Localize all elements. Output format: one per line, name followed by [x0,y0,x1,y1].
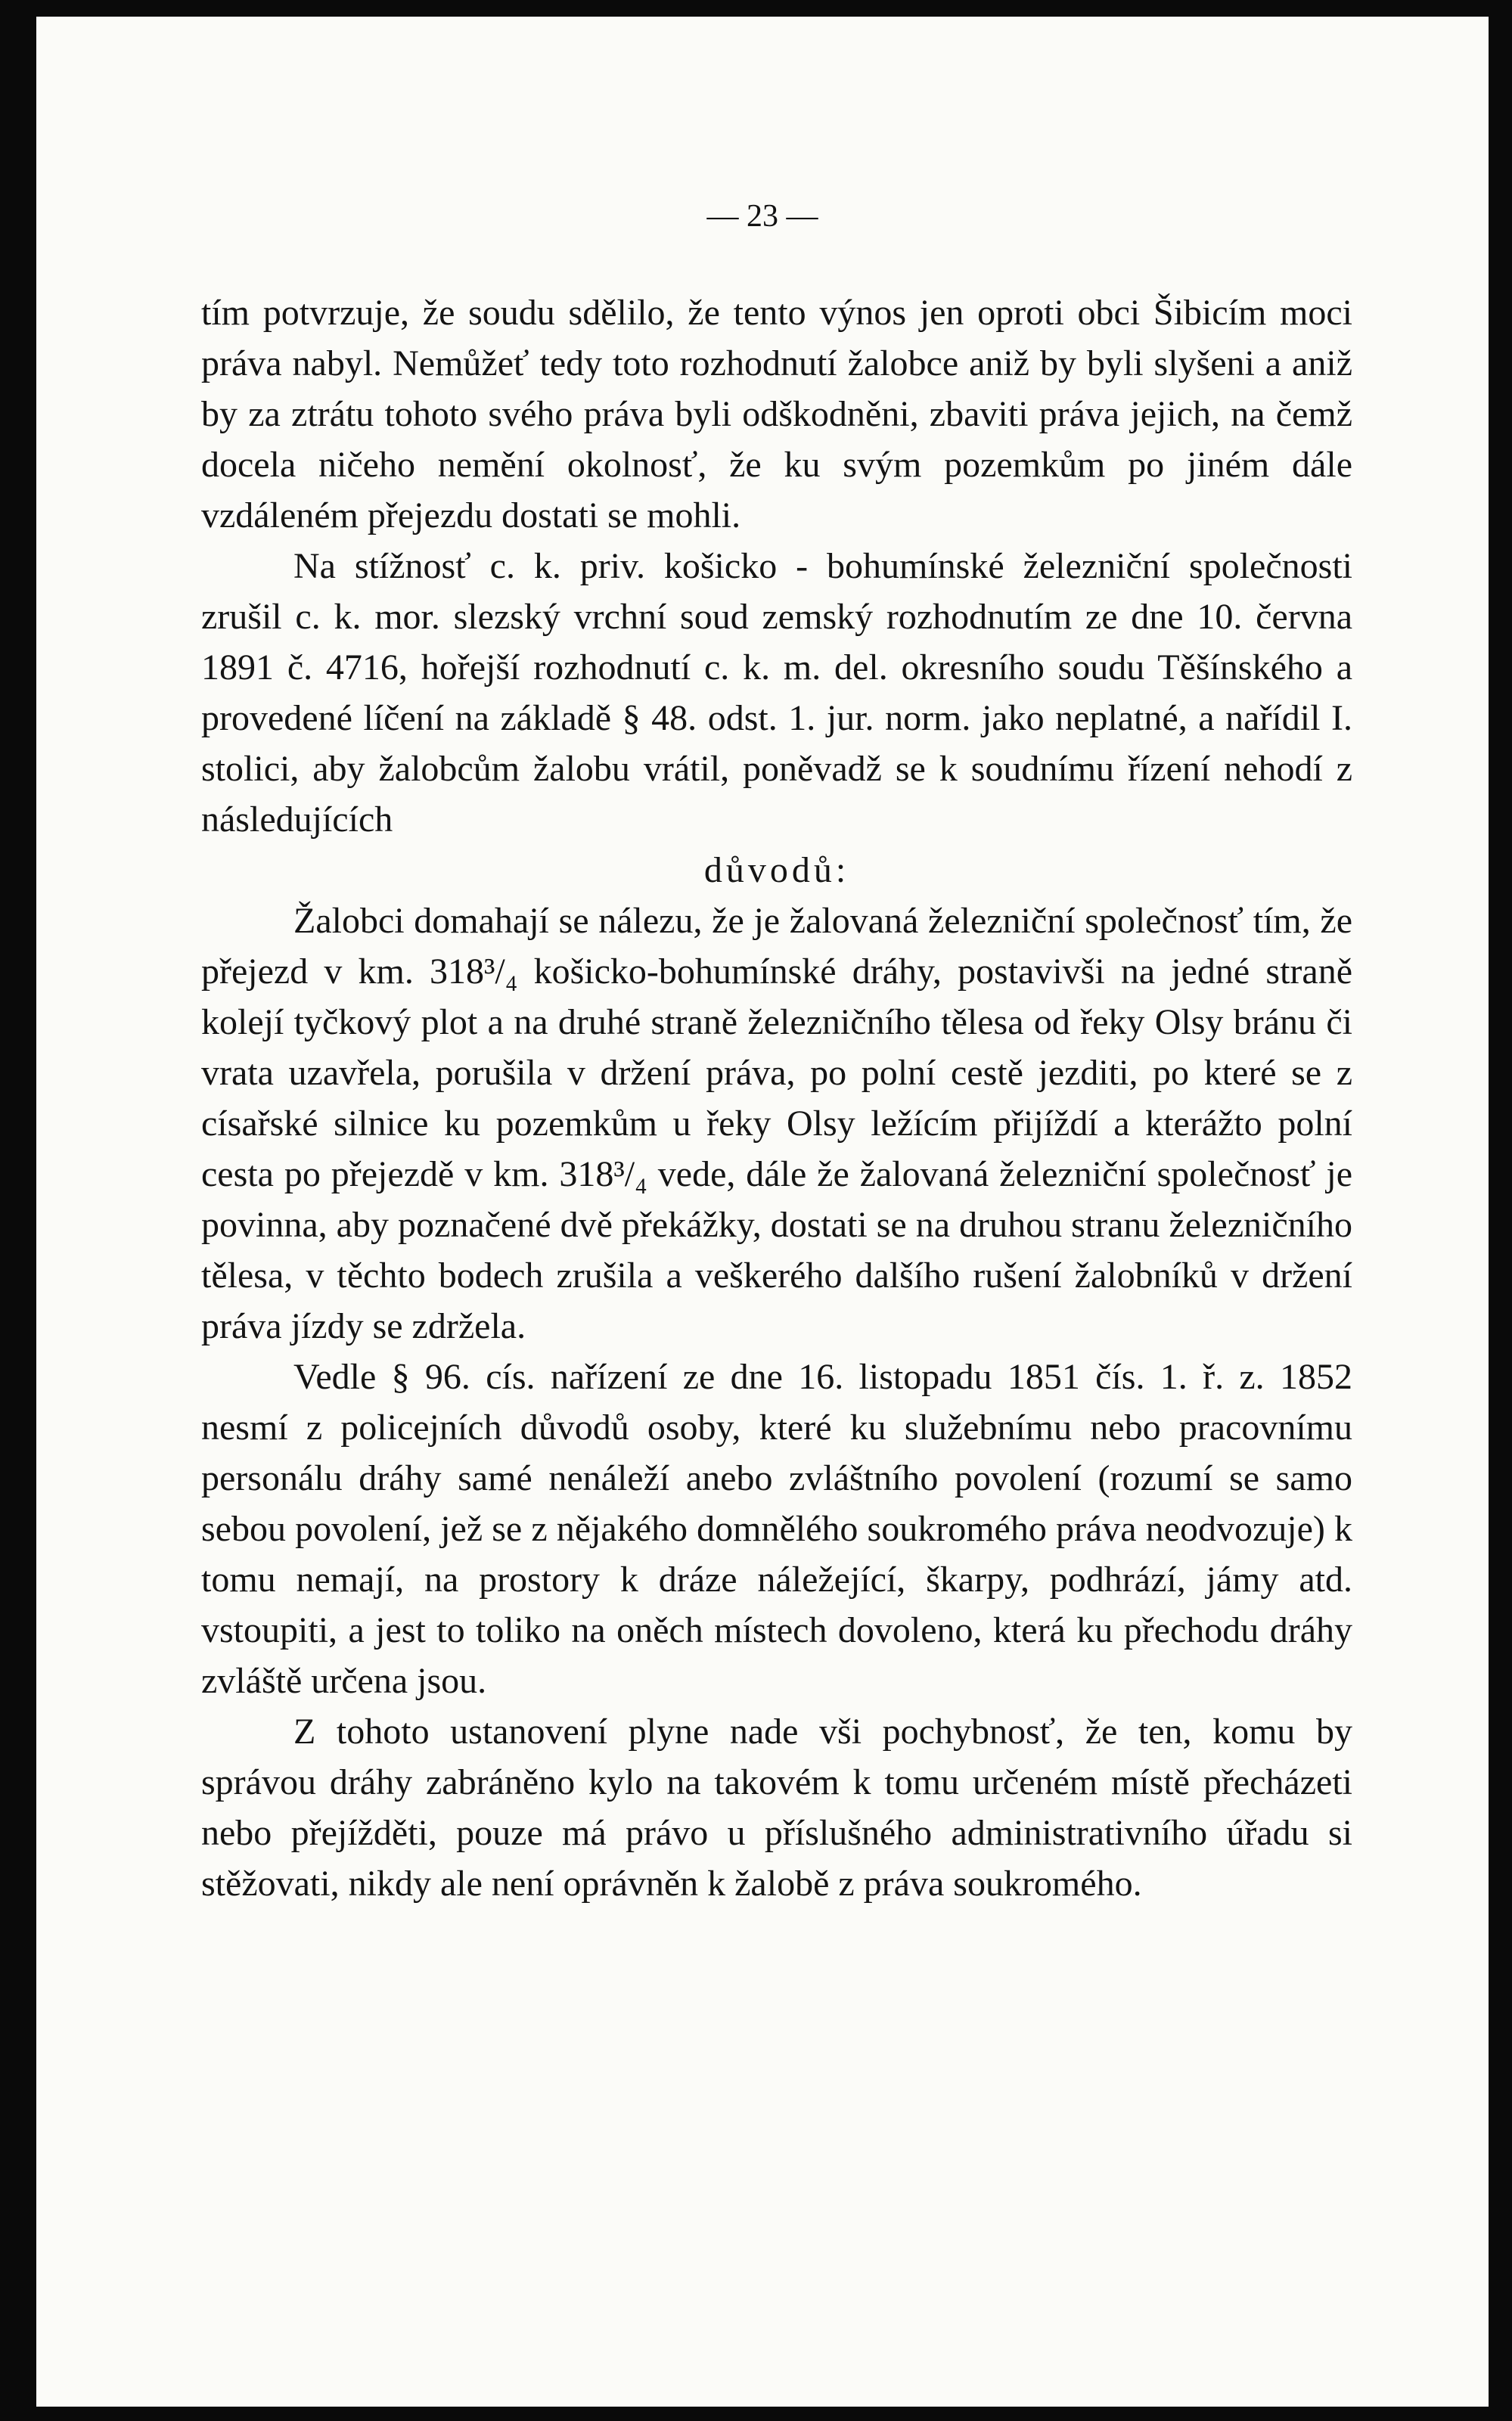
page-number: — 23 — [706,199,818,234]
paragraph-1: tím potvrzuje, že soudu sdělilo, že tento výnos jen oproti obci Šibicím moci práva nabyl. Nemůžeť tedy toto rozhodnutí žalobce aniž by byli slyšeni a aniž by za ztrátu tohoto svého práva byli odškodněni, zbaviti práva jejich, na čemž docela ničeho nemění okolnosť, že ku svým pozemkům po jiném dále vzdáleném přejezdu dostati se mohli. [201,293,1352,535]
section-heading: důvodů: [703,850,850,890]
paragraph-3: Žalobci domahají se nálezu, že je žalovaná železniční společnosť tím, že přejezd v km. 318³/₄ košicko-bohumínské dráhy, postavivši na jedné straně kolejí tyčkový plot a na druhé straně železničního tělesa od řeky Olsy bránu či vrata uzavřela, porušila v držení práva, po polní cestě jezditi, po které se z císařské silnice ku pozemkům u řeky Olsy ležícím přijíždí a kterážto polní cesta po přejezdě v km. 318³/₄ vede, dále že žalovaná železniční společnosť je povinna, aby poznačené dvě překážky, dostati se na druhou stranu železničního tělesa, v těchto bodech zrušila a veškerého dalšího rušení žalobníků v držení práva jízdy se zdržela. [201,901,1352,1346]
paragraph-2: Na stížnosť c. k. priv. košicko - bohumínské železniční společnosti zrušil c. k. mor. slezský vrchní soud zemský rozhodnutím ze dne 10. června 1891 č. 4716, hořejší rozhodnutí c. k. m. del. okresního soudu Těšínského a provedené líčení na základě § 48. odst. 1. jur. norm. jako neplatné, a nařídil I. stolici, aby žalobcům žalobu vrátil, poněvadž se k soudnímu řízení nehodí z následujících [201,546,1352,840]
paragraph-4: Vedle § 96. cís. nařízení ze dne 16. listopadu 1851 čís. 1. ř. z. 1852 nesmí z policejních důvodů osoby, které ku služebnímu nebo pracovnímu personálu dráhy samé nenáleží anebo zvláštního povolení (rozumí se samo sebou povolení, jež se z nějakého domnělého soukromého práva neodvozuje) k tomu nemají, na prostory k dráze náležející, škarpy, podhrází, jámy atd. vstoupiti, a jest to toliko na oněch místech dovoleno, která ku přechodu dráhy zvláště určena jsou. [201,1357,1352,1701]
paragraph-5: Z tohoto ustanovení plyne nade vši pochybnosť, že ten, komu by správou dráhy zabráněno kylo na takovém k tomu určeném místě přecházeti nebo přejížděti, pouze má právo u příslušného administrativního úřadu si stěžovati, nikdy ale není oprávněn k žalobě z práva soukromého. [201,1712,1352,1904]
body-text [201,287,1352,1909]
document-page [36,17,1489,2407]
